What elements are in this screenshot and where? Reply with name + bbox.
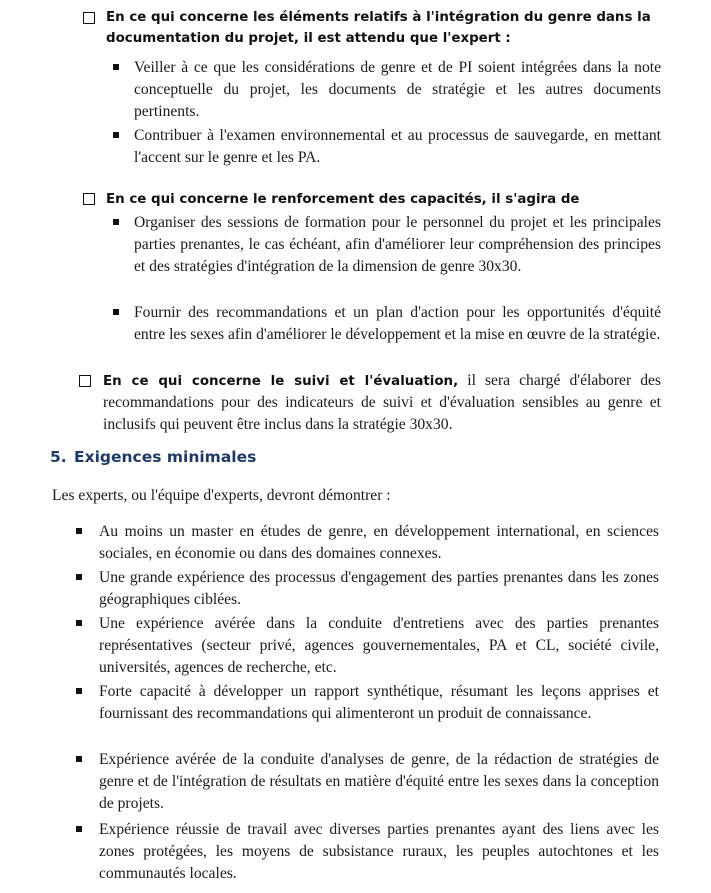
- requirement-item: Expérience réussie de travail avec diverses parties prenantes ayant des liens avec les zones protégées, les moyens de subsistance ruraux, les peuples autochtones et les communautés locales.: [99, 821, 659, 882]
- checkbox-icon: [83, 12, 95, 24]
- integration-bullet: Veiller à ce que les considérations de genre et de PI soient intégrées dans la note conceptuelle du projet, les documents de stratégie et les autres documents pertinents.: [134, 59, 661, 120]
- bullet-square-icon: [76, 756, 82, 762]
- section-number: 5.: [50, 448, 67, 466]
- capacity-bullet: Organiser des sessions de formation pour le personnel du projet et les principales parties prenantes, le cas échéant, afin d'améliorer leur compréhension des principes et des stratégies d'intégration de la dimension de genre 30x30.: [134, 214, 661, 275]
- requirement-item: Au moins un master en études de genre, en développement international, en sciences sociales, en économie ou dans des domaines connexes.: [99, 523, 659, 562]
- bullet-square-icon: [113, 64, 119, 70]
- bullet-square-icon: [76, 826, 82, 832]
- bullet-square-icon: [76, 528, 82, 534]
- monitoring-paragraph: [103, 370, 661, 436]
- section-intro: Les experts, ou l'équipe d'experts, devront démontrer :: [52, 487, 391, 504]
- monitoring-heading-rest: il sera chargé d'élaborer des recommandations pour des indicateurs de suivi et d'évaluation sensibles au genre et inclusifs qui peuvent être inclus dans la stratégie 30x30.: [103, 372, 661, 433]
- requirement-item: Une expérience avérée dans la conduite d'entretiens avec des parties prenantes représentatives (secteur privé, agences gouvernementales, PA et CL, société civile, universités, agences de recherche, etc.: [99, 615, 659, 676]
- bullet-square-icon: [76, 574, 82, 580]
- capacity-bullet: Fournir des recommandations et un plan d'action pour les opportunités d'équité entre les sexes afin d'améliorer le développement et la mise en œuvre de la stratégie.: [134, 304, 661, 343]
- integration-bullet: Contribuer à l'examen environnemental et au processus de sauvegarde, en mettant l'accent sur le genre et les PA.: [134, 127, 661, 166]
- requirement-item: Une grande expérience des processus d'engagement des parties prenantes dans les zones géographiques ciblées.: [99, 569, 659, 608]
- integration-heading: En ce qui concerne les éléments relatifs à l'intégration du genre dans la documentation du projet, il est attendu que l'expert :: [106, 10, 651, 46]
- section-title-text: Exigences minimales: [74, 448, 257, 466]
- requirement-item: Forte capacité à développer un rapport synthétique, résumant les leçons apprises et fournissant des recommandations qui alimenteront un produit de connaissance.: [99, 683, 659, 722]
- monitoring-heading-bold: En ce qui concerne le suivi et l'évaluation,: [103, 374, 459, 389]
- bullet-square-icon: [76, 620, 82, 626]
- bullet-square-icon: [113, 309, 119, 315]
- bullet-square-icon: [76, 688, 82, 694]
- bullet-square-icon: [113, 219, 119, 225]
- capacity-heading: En ce qui concerne le renforcement des capacités, il s'agira de: [106, 192, 580, 207]
- bullet-square-icon: [113, 132, 119, 138]
- checkbox-icon: [79, 375, 91, 387]
- section-title: [50, 446, 450, 468]
- checkbox-icon: [83, 193, 95, 205]
- requirement-item: Expérience avérée de la conduite d'analyses de genre, de la rédaction de stratégies de genre et de l'intégration de résultats en matière d'équité entre les sexes dans la conception de projets.: [99, 751, 659, 812]
